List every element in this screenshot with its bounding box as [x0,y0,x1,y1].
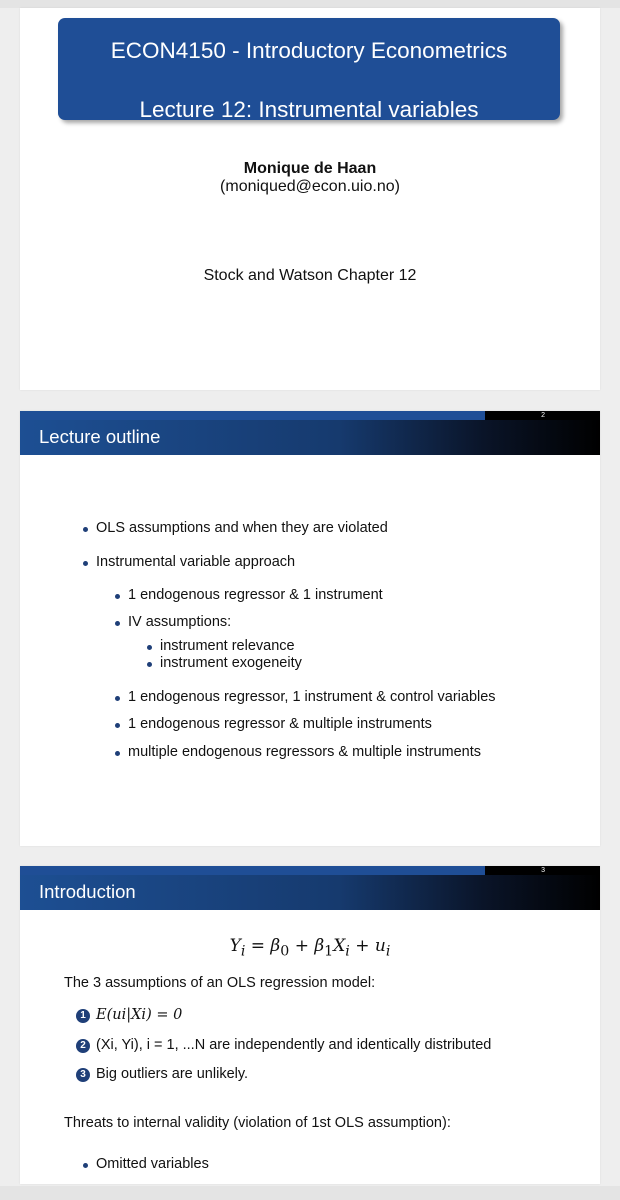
assumption-item: E(ui|Xi) = 0 [96,1007,183,1023]
list-item: instrument relevance [160,638,295,654]
regression-equation: $Y_i = \beta_0 + \beta_1X_i + u_i$ [229,936,391,960]
bullet-icon [147,645,152,650]
page-number: 2 [541,412,545,419]
list-item: Instrumental variable approach [96,554,296,570]
author-email: (moniqued@econ.uio.no) [220,178,400,195]
slide-title-text: Lecture outline [39,426,161,447]
bullet-icon [147,662,152,667]
course-title: ECON4150 - Introductory Econometrics [110,38,508,63]
bullet-icon [83,527,88,532]
bullet-icon [115,696,120,701]
assumption-item: Big outliers are unlikely. [96,1066,249,1082]
list-item: instrument exogeneity [160,655,302,671]
bullet-icon [83,561,88,566]
list-item: 1 endogenous regressor, 1 instrument & control variables [128,689,496,705]
number-badge: 2 [76,1039,90,1053]
slide-title [20,8,600,390]
number-badge: 3 [76,1068,90,1082]
assumption-item: (Xi, Yi), i = 1, ...N are independently and identically distributed [96,1037,492,1053]
slide-title-text: Introduction [39,881,136,902]
bullet-icon [115,723,120,728]
list-item: IV assumptions: [128,614,232,630]
list-item: Omitted variables [96,1156,209,1172]
list-item: multiple endogenous regressors & multiple instruments [128,744,482,760]
bullet-icon [115,751,120,756]
slide-outline [20,411,600,846]
slide-introduction [20,866,600,1184]
title-box [58,18,560,120]
bullet-icon [83,1163,88,1168]
assumptions-intro: The 3 assumptions of an OLS regression model: [64,975,376,991]
slide-header [20,866,600,910]
bullet-icon [115,621,120,626]
number-badge: 1 [76,1009,90,1023]
threats-heading: Threats to internal validity (violation of 1st OLS assumption): [64,1115,451,1131]
author-name: Monique de Haan [243,160,377,177]
bullet-icon [115,594,120,599]
bottom-margin-bar [0,1186,620,1200]
top-margin-bar [0,0,620,8]
slide-header [20,411,600,455]
lecture-title: Lecture 12: Instrumental variables [139,97,479,122]
chapter-reference: Stock and Watson Chapter 12 [203,267,417,284]
page-number: 3 [541,867,545,874]
list-item: 1 endogenous regressor & 1 instrument [128,587,383,603]
list-item: OLS assumptions and when they are violated [96,520,388,536]
list-item: 1 endogenous regressor & multiple instruments [128,716,432,732]
